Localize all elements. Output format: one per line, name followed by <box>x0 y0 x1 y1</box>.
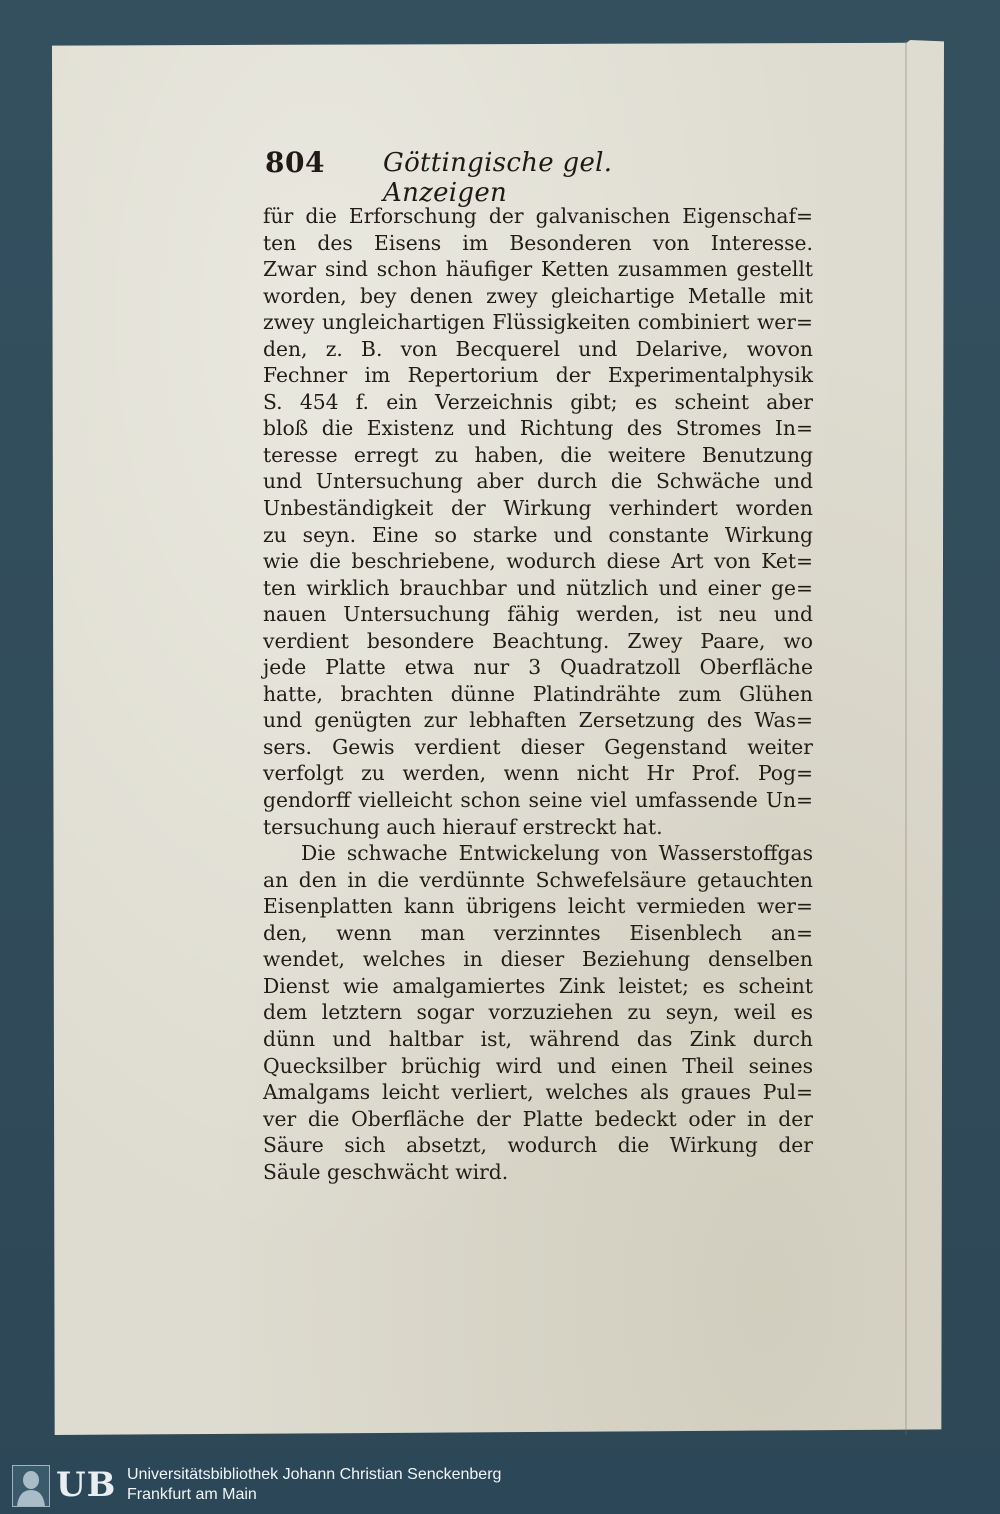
text-line: worden, bey denen zwey gleichartige Metalle mit <box>263 283 813 308</box>
paragraph-start-line: Die schwache Entwickelung von Wasserstoffgas <box>301 841 813 866</box>
text-line: Säule geschwächt wird. <box>263 1159 509 1184</box>
text-line: sers. Gewis verdient dieser Gegenstand weiter <box>263 734 813 759</box>
text-line: Säure sich absetzt, wodurch die Wirkung der <box>263 1133 813 1158</box>
institution-line-1: Universitätsbibliothek Johann Christian Senckenberg <box>127 1466 502 1483</box>
text-line: den, wenn man verzinntes Eisenblech an= <box>263 920 813 945</box>
text-line: tersuchung auch hierauf erstreckt hat. <box>263 814 663 839</box>
text-line: verdient besondere Beachtung. Zwey Paare, wo <box>263 628 813 653</box>
text-line: ver die Oberfläche der Platte bedeckt oder in der <box>263 1106 813 1131</box>
text-line: Dienst wie amalgamiertes Zink leistet; es scheint <box>263 973 813 998</box>
text-line: für die Erforschung der galvanischen Eigenschaf= <box>263 204 813 228</box>
text-line: teresse erregt zu haben, die weitere Benutzung <box>263 442 813 467</box>
ub-logo <box>12 1465 122 1505</box>
body-text <box>263 203 813 1185</box>
text-line: und Untersuchung aber durch die Schwäche und <box>263 469 813 494</box>
text-line: Fechner im Repertorium der Experimentalphysik <box>263 363 813 388</box>
institution-line-2: Frankfurt am Main <box>127 1486 257 1503</box>
text-line: zu seyn. Eine so starke und constante Wirkung <box>263 522 813 547</box>
text-line: ten des Eisens im Besonderen von Interesse. <box>263 230 813 255</box>
logo-text: UB <box>56 1465 117 1505</box>
text-line: Zwar sind schon häufiger Ketten zusammen gestellt <box>263 257 813 282</box>
text-line: wie die beschriebene, wodurch diese Art von Ket= <box>263 549 813 574</box>
text-line: hatte, brachten dünne Platindrähte zum Glühen <box>263 681 813 706</box>
text-line: nauen Untersuchung fähig werden, ist neu und <box>263 602 813 627</box>
page-fold-line <box>905 40 907 1435</box>
text-line: wendet, welches in dieser Beziehung denselben <box>263 947 813 972</box>
text-line: verfolgt zu werden, wenn nicht Hr Prof. Pog= <box>263 761 813 786</box>
footer-bar <box>0 1455 1000 1514</box>
text-line: S. 454 f. ein Verzeichnis gibt; es scheint aber <box>263 389 813 414</box>
text-line: dem letztern sogar vorzuziehen zu seyn, weil es <box>263 1000 813 1025</box>
text-line: Unbeständigkeit der Wirkung verhindert worden <box>263 496 813 521</box>
text-line: ten wirklich brauchbar und nützlich und einer ge= <box>263 575 813 600</box>
text-line: dünn und haltbar ist, während das Zink durch <box>263 1026 813 1051</box>
page-number: 804 <box>265 146 325 179</box>
text-line: und genügten zur lebhaften Zersetzung des Was= <box>263 708 813 733</box>
institution-name <box>127 1465 501 1505</box>
page-header <box>265 146 705 208</box>
running-head: Göttingische gel. Anzeigen <box>383 148 613 208</box>
text-line: bloß die Existenz und Richtung des Stromes In= <box>263 416 813 441</box>
text-line: zwey ungleichartigen Flüssigkeiten combiniert wer= <box>263 310 813 335</box>
text-line: Eisenplatten kann übrigens leicht vermieden wer= <box>263 894 813 919</box>
text-line: Quecksilber brüchig wird und einen Theil seines <box>263 1053 813 1078</box>
text-line: an den in die verdünnte Schwefelsäure getauchten <box>263 867 813 892</box>
portrait-icon <box>12 1465 50 1507</box>
text-line: jede Platte etwa nur 3 Quadratzoll Oberfläche <box>263 655 813 680</box>
text-line: Amalgams leicht verliert, welches als graues Pul= <box>263 1080 813 1105</box>
text-line: den, z. B. von Becquerel und Delarive, wovon <box>263 336 813 361</box>
text-line: gendorff vielleicht schon seine viel umfassende Un= <box>263 788 813 813</box>
